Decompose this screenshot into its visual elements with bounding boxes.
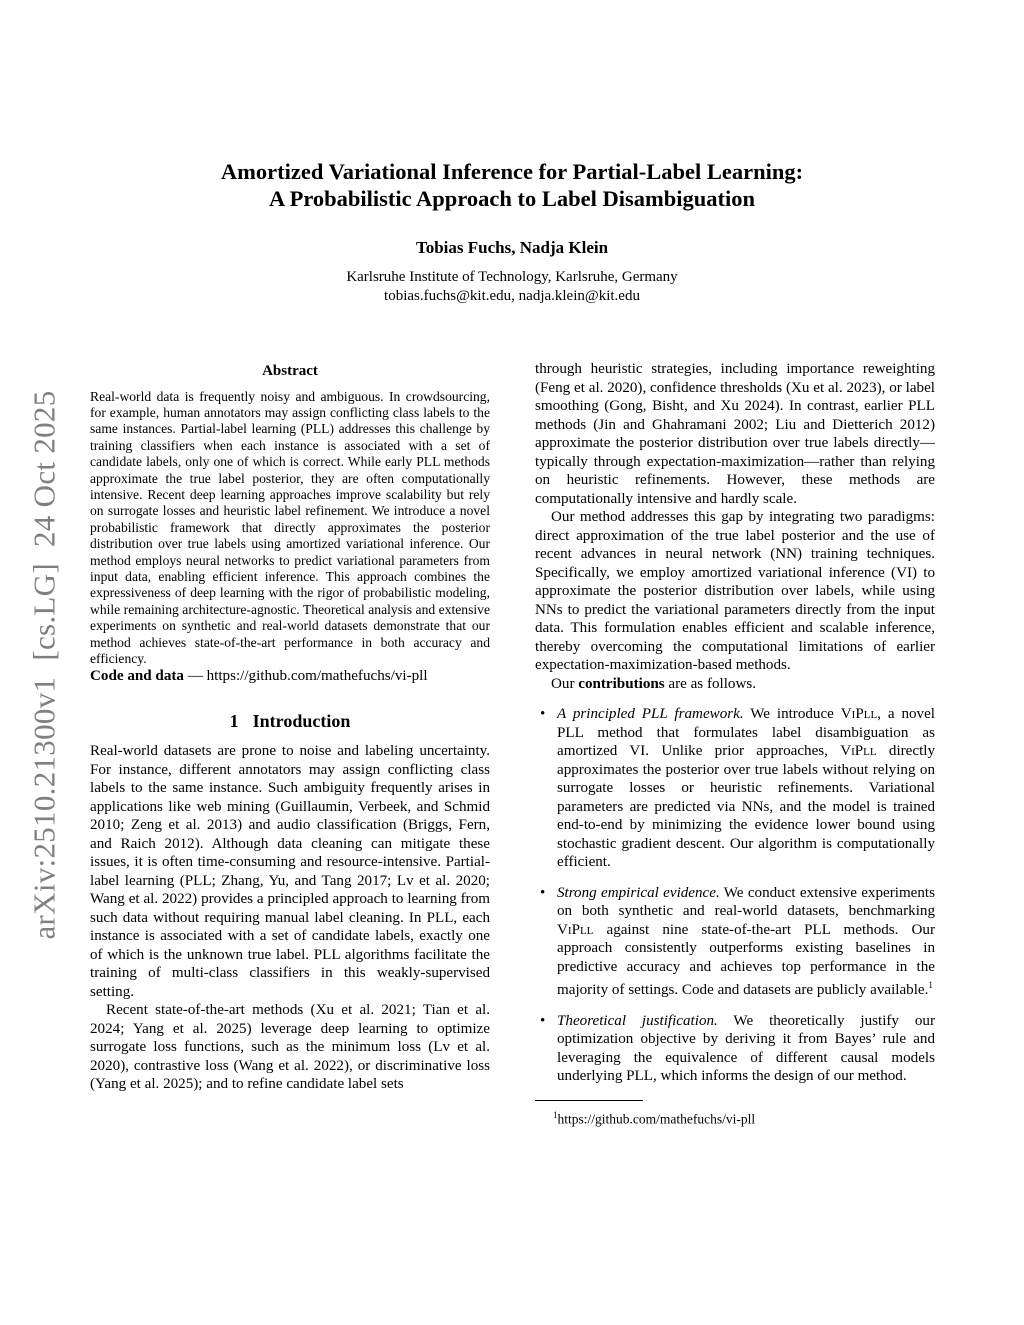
contribution-text: We conduct extensive experiments on both synthetic and real-world datasets, benchmarking <box>557 884 935 919</box>
bullet-icon: • <box>540 1012 546 1029</box>
code-data-label: Code and data <box>90 668 184 685</box>
intro-paragraph-2: Recent state-of-the-art methods (Xu et al. 2021; Tian et al. 2024; Yang et al. 2025) leverage deep learning to optimize surrogate loss functions, such as the minimum loss (Lv et al. 2020), contrastive loss (Wang et al. 2022), or discriminative loss (Yang et al. 2025); and to refine candidate label sets <box>90 1002 490 1093</box>
method-paragraph: Our method addresses this gap by integrating two paradigms: direct approximation of the true label posterior and the use of recent advances in neural network (NN) training techniques. Specifically, we employ amortized variational inference (VI) to approximate the posterior distribution over labels, while using NNs to predict the variational parameters directly from the input data. This formulation enables efficient and scalable inference, thereby overcoming the computational limitations of earlier expectation-maximization-based methods. <box>535 509 935 673</box>
footnote-mark: 1 <box>553 1109 558 1120</box>
contribution-item-theory <box>535 1012 935 1086</box>
affiliation: Karlsruhe Institute of Technology, Karlsruhe, Germany <box>346 269 678 285</box>
title-line-1: Amortized Variational Inference for Partial-Label Learning: <box>220 159 804 184</box>
code-data-link[interactable]: https://github.com/mathefuchs/vi-pll <box>206 668 428 685</box>
section-heading-introduction <box>90 712 490 731</box>
contribution-text: directly approximates the posterior over true labels without relying on surrogate losses or heuristic refinements. Variational parameters are predicted via NNs, and the model is trained end-to-end by minimizing the evidence lower bound using stochastic gradient descent. Our algorithm is computationally efficient. <box>557 743 935 870</box>
arxiv-sidebar-stamp <box>25 370 65 960</box>
contribution-text: We introduce <box>743 706 841 722</box>
contributions-list <box>535 705 935 1086</box>
contrib-intro-post: are as follows. <box>664 675 757 692</box>
contribution-item-framework <box>535 705 935 872</box>
footnote <box>535 1106 935 1129</box>
intro-paragraph-continued: through heuristic strategies, including importance reweighting (Feng et al. 2020), confidence thresholds (Xu et al. 2023), or label smoothing (Gong, Bisht, and Xu 2024). In contrast, earlier PLL methods (Jin and Ghahramani 2002; Liu and Dietterich 2012) approximate the posterior distribution over true labels directly—typically through expectation-maximization—rather than relying on heuristic refinements. However, these methods are computationally intensive and hardly scale. <box>535 361 935 507</box>
title-line-2: A Probabilistic Approach to Label Disambiguation <box>268 186 756 211</box>
method-name: ViPll <box>840 706 878 722</box>
contribution-item-evidence <box>535 884 935 1000</box>
arxiv-date: 24 Oct 2025 <box>27 390 63 548</box>
paper-header <box>0 158 1024 306</box>
bullet-icon: • <box>540 884 546 901</box>
authors: Tobias Fuchs, Nadja Klein <box>415 238 609 257</box>
footnote-divider <box>535 1100 643 1101</box>
contrib-intro-pre: Our <box>551 675 579 692</box>
right-column <box>535 360 935 1129</box>
section-number: 1 <box>229 710 239 731</box>
bullet-icon: • <box>540 706 546 722</box>
author-emails: tobias.fuchs@kit.edu, nadja.klein@kit.edu <box>384 288 640 304</box>
affiliation-block <box>0 268 1024 306</box>
contributions-bold: contributions <box>578 675 665 692</box>
contribution-text: We theoretically justify our optimization objective by deriving it from Bayes’ rule and leveraging the equivalence of different causal models underlying PLL, which informs the design of our method. <box>557 1012 935 1085</box>
abstract-heading: Abstract <box>262 363 318 379</box>
method-name: ViPll <box>557 921 594 938</box>
intro-paragraph-1: Real-world datasets are prone to noise and labeling uncertainty. For instance, different annotators may assign conflicting class labels to the same instance. Such ambiguity frequently arises in applications like web mining (Guillaumin, Verbeek, and Schmid 2010; Zeng et al. 2013) and audio classification (Briggs, Fern, and Raich 2012). Although data cleaning can mitigate these issues, it is often time-consuming and resource-intensive. Partial-label learning (PLL; Zhang, Yu, and Tang 2017; Lv et al. 2020; Wang et al. 2022) provides a principled approach to learning from such data without requiring manual label cleaning. In PLL, each instance is associated with a set of candidate labels, exactly one of which is the unknown true label. PLL algorithms facilitate the training of multi-class classifiers in this weakly-supervised setting. <box>90 743 490 1000</box>
contribution-text: against nine state-of-the-art PLL methods. Our approach consistently outperforms existing baselines in predictive accuracy and achieves top performance in the majority of settings. Code and datasets are publicly available. <box>557 921 935 999</box>
abstract-text: Real-world data is frequently noisy and ambiguous. In crowdsourcing, for example, human annotators may assign conflicting class labels to the same instances. Partial-label learning (PLL) addresses this challenge by training classifiers when each instance is associated with a set of candidate labels, only one of which is correct. While early PLL methods approximate the true label posterior, they are often computationally intensive. Recent deep learning approaches improve scalability but rely on surrogate losses and heuristic label refinement. We introduce a novel probabilistic framework that directly approximates the posterior distribution over true labels using amortized variational inference. Our method employs neural networks to predict variational parameters from input data, enabling efficient inference. This approach combines the expressiveness of deep learning with the rigor of probabilistic modeling, while remaining architecture-agnostic. Theoretical analysis and extensive experiments on synthetic and real-world datasets demonstrate that our method achieves state-of-the-art performance in both accuracy and efficiency. <box>90 388 490 666</box>
arxiv-stamp-text <box>27 390 63 939</box>
arxiv-category: [cs.LG] <box>27 563 63 661</box>
contributions-intro <box>535 675 935 694</box>
footnote-link[interactable]: https://github.com/mathefuchs/vi-pll <box>557 1111 756 1127</box>
method-name: ViPll <box>840 743 877 759</box>
footnote-ref[interactable]: 1 <box>928 980 933 990</box>
section-title: Introduction <box>252 710 351 731</box>
contribution-title: Theoretical justification. <box>557 1012 718 1029</box>
paper-title <box>0 158 1024 212</box>
arxiv-id: arXiv:2510.21300v1 <box>27 676 63 940</box>
contribution-text: , a novel PLL method that formulates label disambiguation as amortized VI. Unlike prior approaches, <box>557 706 935 759</box>
contribution-title: Strong empirical evidence. <box>557 884 720 901</box>
code-and-data-line <box>90 667 490 686</box>
code-data-separator: — <box>183 668 207 685</box>
contribution-title: A principled PLL framework. <box>557 706 744 722</box>
left-column <box>90 362 490 1094</box>
